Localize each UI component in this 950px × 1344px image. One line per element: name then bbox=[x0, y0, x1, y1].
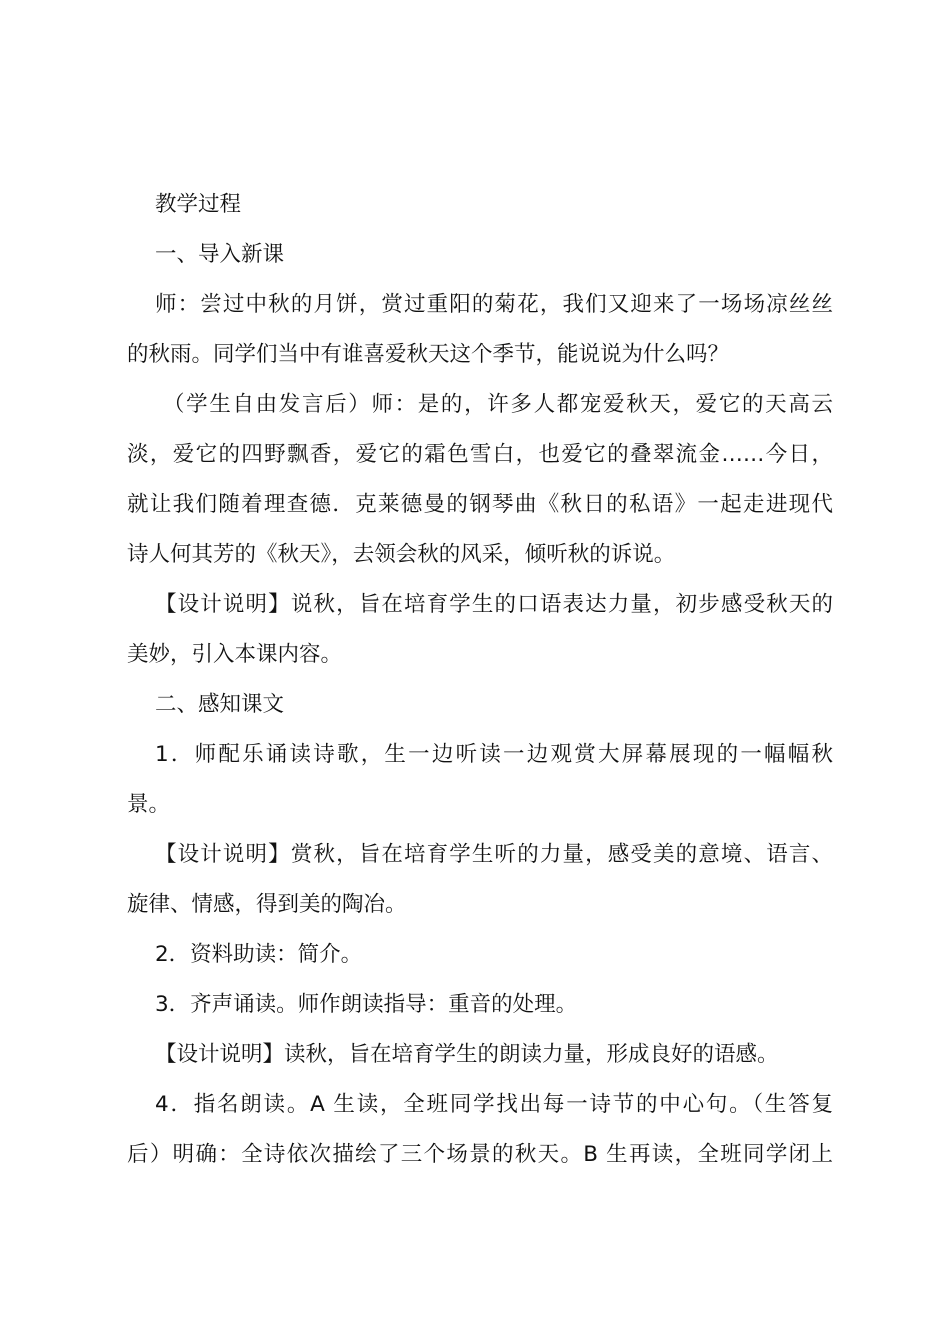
paragraph-line: 的秋雨。同学们当中有谁喜爱秋天这个季节，能说说为什么吗？ bbox=[127, 342, 730, 367]
paragraph-line: 就让我们随着理查德．克莱德曼的钢琴曲《秋日的私语》一起走进现代 bbox=[127, 492, 833, 517]
document-body bbox=[127, 180, 833, 1180]
paragraph-line: 诗人何其芳的《秋天》，去领会秋的风采，倾听秋的诉说。 bbox=[127, 542, 676, 567]
design-note-line: 美妙，引入本课内容。 bbox=[127, 642, 343, 667]
paragraph-line: 淡，爱它的四野飘香，爱它的霜色雪白，也爱它的叠翠流金……今日， bbox=[127, 442, 833, 467]
design-note-line: 【设计说明】赏秋，旨在培育学生听的力量，感受美的意境、语言、 bbox=[155, 842, 833, 867]
design-note-line: 【设计说明】说秋，旨在培育学生的口语表达力量，初步感受秋天的 bbox=[155, 592, 833, 617]
design-note-line: 旋律、情感，得到美的陶冶。 bbox=[127, 892, 407, 917]
paragraph-line: 3．齐声诵读。师作朗读指导：重音的处理。 bbox=[155, 992, 578, 1017]
paragraph-line: 2．资料助读：简介。 bbox=[155, 942, 363, 967]
section-heading: 教学过程 bbox=[155, 192, 242, 217]
paragraph-line: 景。 bbox=[127, 792, 171, 817]
design-note-line: 【设计说明】读秋，旨在培育学生的朗读力量，形成良好的语感。 bbox=[155, 1042, 779, 1067]
paragraph-line: 师：尝过中秋的月饼，赏过重阳的菊花，我们又迎来了一场场凉丝丝 bbox=[155, 292, 833, 317]
paragraph-line: （学生自由发言后）师：是的，许多人都宠爱秋天，爱它的天高云 bbox=[163, 392, 833, 417]
section-heading: 一、导入新课 bbox=[155, 242, 285, 267]
paragraph-line: 1．师配乐诵读诗歌，生一边听读一边观赏大屏幕展现的一幅幅秋 bbox=[155, 742, 833, 767]
paragraph-line: 后）明确：全诗依次描绘了三个场景的秋天。B 生再读，全班同学闭上 bbox=[127, 1142, 833, 1167]
paragraph-line: 4．指名朗读。A 生读，全班同学找出每一诗节的中心句。（生答复 bbox=[155, 1092, 833, 1117]
section-heading: 二、感知课文 bbox=[155, 692, 285, 717]
